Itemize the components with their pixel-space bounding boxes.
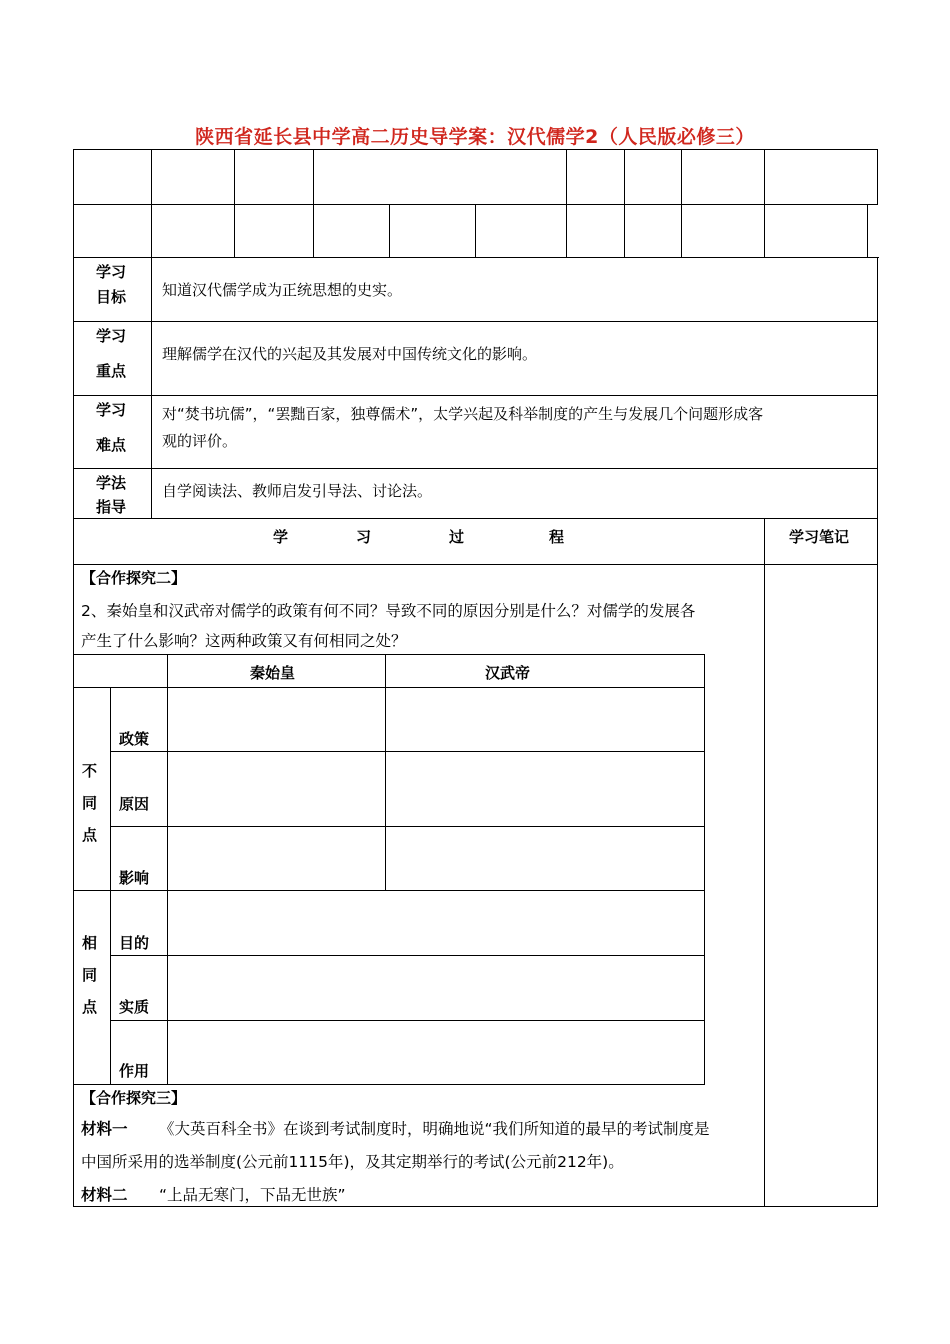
process-header-char-1: 学 bbox=[273, 528, 289, 546]
same-group-char-3: 点 bbox=[82, 998, 98, 1016]
section2-question-line1: 2、秦始皇和汉武帝对儒学的政策有何不同？导致不同的原因分别是什么？对儒学的发展各 bbox=[81, 602, 696, 620]
method-label-line2: 指导 bbox=[96, 498, 127, 516]
diff-group-char-1: 不 bbox=[82, 762, 98, 780]
method-content: 自学阅读法、教师启发引导法、讨论法。 bbox=[162, 482, 433, 500]
row-label-purpose: 目的 bbox=[119, 934, 150, 952]
method-label-line1: 学法 bbox=[96, 474, 127, 492]
diff-group-char-2: 同 bbox=[82, 794, 98, 812]
key-label-line1: 学习 bbox=[96, 327, 127, 345]
goal-label-line2: 目标 bbox=[96, 288, 127, 306]
material2-label: 材料二 bbox=[81, 1186, 128, 1204]
difficulty-label-line2: 难点 bbox=[96, 436, 127, 454]
key-label-line2: 重点 bbox=[96, 362, 127, 380]
difficulty-label-line1: 学习 bbox=[96, 401, 127, 419]
row-label-essence: 实质 bbox=[119, 998, 150, 1016]
material1-label: 材料一 bbox=[81, 1120, 128, 1138]
row-label-impact: 影响 bbox=[119, 869, 150, 887]
section2-heading: 【合作探究二】 bbox=[81, 569, 187, 587]
goal-content: 知道汉代儒学成为正统思想的史实。 bbox=[162, 281, 403, 299]
section2-question-line2: 产生了什么影响？这两种政策又有何相同之处？ bbox=[81, 632, 407, 650]
material2-text: “上品无寒门，下品无世族” bbox=[159, 1186, 346, 1204]
process-header-char-3: 过 bbox=[449, 528, 465, 546]
col-header-han: 汉武帝 bbox=[485, 664, 531, 682]
row-label-policy: 政策 bbox=[119, 730, 150, 748]
process-header-char-2: 习 bbox=[356, 528, 372, 546]
page-title: 陕西省延长县中学高二历史导学案：汉代儒学2（人民版必修三） bbox=[195, 126, 755, 148]
goal-label-line1: 学习 bbox=[96, 263, 127, 281]
material1-line1: 《大英百科全书》在谈到考试制度时，明确地说“我们所知道的最早的考试制度是 bbox=[159, 1120, 710, 1138]
process-header-char-4: 程 bbox=[549, 528, 565, 546]
notes-header: 学习笔记 bbox=[789, 528, 850, 546]
same-group-char-1: 相 bbox=[82, 934, 98, 952]
col-header-qin: 秦始皇 bbox=[250, 664, 296, 682]
diff-group-char-3: 点 bbox=[82, 826, 98, 844]
same-group-char-2: 同 bbox=[82, 966, 98, 984]
row-label-reason: 原因 bbox=[119, 795, 150, 813]
section3-heading: 【合作探究三】 bbox=[81, 1089, 187, 1107]
material1-line2: 中国所采用的选举制度(公元前1115年)，及其定期举行的考试(公元前212年)。 bbox=[81, 1153, 624, 1171]
difficulty-content-line2: 观的评价。 bbox=[162, 432, 238, 450]
row-label-effect: 作用 bbox=[119, 1062, 150, 1080]
key-content: 理解儒学在汉代的兴起及其发展对中国传统文化的影响。 bbox=[162, 345, 538, 363]
difficulty-content-line1: 对“焚书坑儒”，“罢黜百家，独尊儒术”，太学兴起及科举制度的产生与发展几个问题形成客 bbox=[162, 405, 764, 423]
